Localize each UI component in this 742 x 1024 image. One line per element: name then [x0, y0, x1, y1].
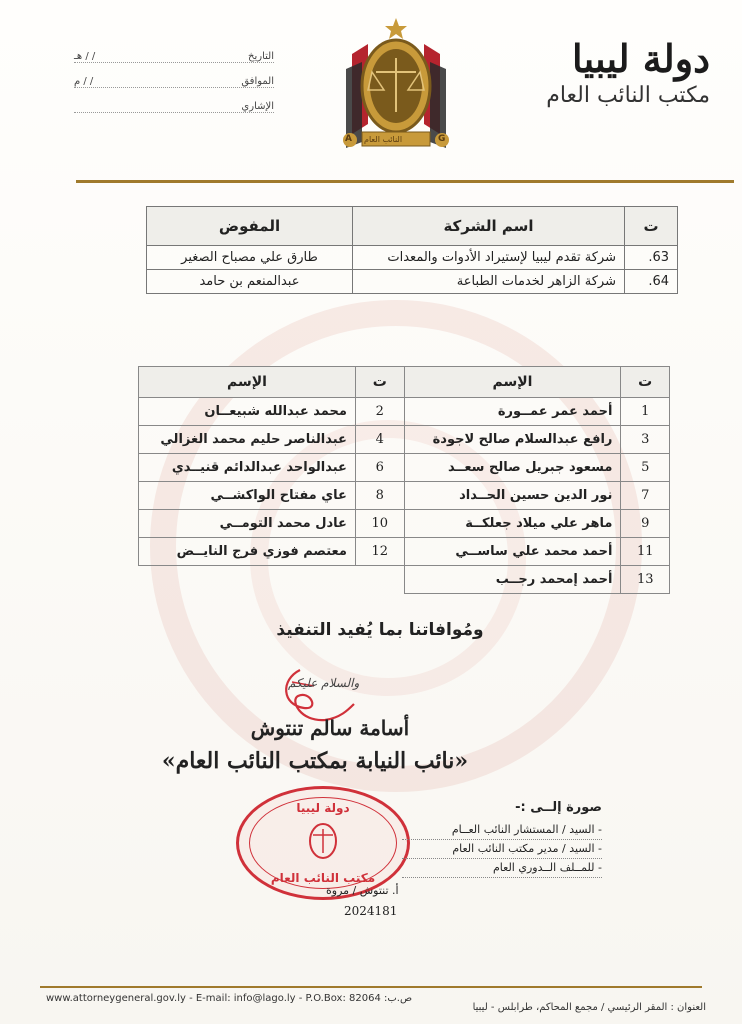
emblem-letter-left: A — [345, 134, 352, 144]
row-number: 9 — [621, 510, 670, 538]
person-name: عاي مفتاح الواكشــي — [139, 482, 356, 510]
col-num-header: ت — [625, 207, 678, 246]
row-number: 64. — [625, 270, 678, 294]
corresponding-date-field — [74, 71, 274, 88]
official-stamp — [236, 786, 410, 900]
company-name: شركة الزاهر لخدمات الطباعة — [353, 270, 625, 294]
row-number: 1 — [621, 398, 670, 426]
emblem-label: النائب العام — [364, 135, 403, 144]
person-name: عبدالناصر حليم محمد الغزالي — [139, 426, 356, 454]
col-num-header: ت — [355, 367, 404, 398]
col-representative-header: المفوض — [147, 207, 353, 246]
copies-list — [402, 800, 602, 878]
corresponding-label: الموافق — [241, 76, 274, 87]
table-row — [139, 566, 670, 594]
person-name — [139, 566, 356, 594]
row-number: 11 — [621, 538, 670, 566]
list-item: - السيد / مدير مكتب النائب العام — [402, 840, 602, 859]
emblem-letter-right: G — [438, 134, 446, 144]
letter-meta-fields — [74, 46, 274, 121]
table-row — [139, 398, 670, 426]
table-row — [139, 510, 670, 538]
company-name: شركة تقدم ليبيا لإستيراد الأدوات والمعدات — [353, 246, 625, 270]
row-number — [355, 566, 404, 594]
list-item: - للمــلف الــدوري العام — [402, 859, 602, 878]
row-number: 10 — [355, 510, 404, 538]
date-field — [74, 46, 274, 63]
companies-header-row — [147, 207, 678, 246]
names-header-row — [139, 367, 670, 398]
header-divider — [76, 180, 734, 183]
row-number: 2 — [355, 398, 404, 426]
stamp-top-text: دولة ليبيا — [296, 801, 350, 815]
table-row — [139, 482, 670, 510]
col-name-header: الإسم — [404, 367, 621, 398]
companies-table — [146, 206, 678, 294]
attorney-general-emblem-icon — [332, 14, 460, 154]
row-number: 8 — [355, 482, 404, 510]
letterhead-title — [546, 36, 710, 108]
row-number: 3 — [621, 426, 670, 454]
row-number: 13 — [621, 566, 670, 594]
row-number: 63. — [625, 246, 678, 270]
row-number: 4 — [355, 426, 404, 454]
row-number: 6 — [355, 454, 404, 482]
person-name: أحمد إمحمد رجــب — [404, 566, 621, 594]
person-name: عادل محمد التومــي — [139, 510, 356, 538]
person-name: مسعود جبريل صالح سعــد — [404, 454, 621, 482]
person-name: ماهر علي ميلاد جعلكــة — [404, 510, 621, 538]
reference-field — [74, 96, 274, 113]
row-number: 7 — [621, 482, 670, 510]
reference-initials: أ. تنتوش / مروة — [326, 884, 399, 897]
representative-name: عبدالمنعم بن حامد — [147, 270, 353, 294]
col-name-header: الإسم — [139, 367, 356, 398]
corresponding-value: / / م — [74, 76, 94, 87]
person-name: محمد عبدالله شبيعــان — [139, 398, 356, 426]
person-name: أحمد عمر عمــورة — [404, 398, 621, 426]
footer-contact: www.attorneygeneral.gov.ly - E-mail: info@lago.ly - P.O.Box: 82064 :ص.ب — [46, 993, 413, 1004]
person-name: أحمد محمد علي ساســي — [404, 538, 621, 566]
stamp-emblem-icon — [303, 821, 343, 861]
table-row — [139, 454, 670, 482]
copies-heading: صورة إلــى :- — [515, 800, 602, 815]
representative-name: طارق علي مصباح الصغير — [147, 246, 353, 270]
col-company-header: اسم الشركة — [353, 207, 625, 246]
footer-divider — [40, 986, 702, 988]
date-value: / / هـ — [74, 51, 96, 62]
closing-line: ومُوافاتنا بما يُفيد التنفيذ — [276, 620, 484, 640]
row-number: 5 — [621, 454, 670, 482]
person-name: عبدالواحد عبدالدائم قنيــدي — [139, 454, 356, 482]
stamp-bottom-text: مكتب النائب العام — [270, 871, 376, 885]
table-row — [147, 246, 678, 270]
state-name: دولة ليبيا — [571, 36, 710, 81]
reference-label: الإشاري — [241, 101, 274, 112]
list-item: - السيد / المستشار النائب العــام — [402, 821, 602, 840]
col-num-header: ت — [621, 367, 670, 398]
office-name: مكتب النائب العام — [546, 83, 710, 108]
greeting: والسلام عليكم — [288, 676, 360, 690]
table-row — [139, 538, 670, 566]
footer-address: العنوان : المقر الرئيسي / مجمع المحاكم، طرابلس - ليبيا — [472, 1002, 706, 1013]
person-name: نور الدين حسين الحــداد — [404, 482, 621, 510]
signer-title: «نائب النيابة بمكتب النائب العام» — [161, 748, 469, 774]
person-name: معتصم فوزي فرج النايــض — [139, 538, 356, 566]
signer-name: أسامة سالم تنتوش — [250, 716, 410, 740]
table-row — [147, 270, 678, 294]
person-name: رافع عبدالسلام صالح لاجودة — [404, 426, 621, 454]
date-label: التاريخ — [248, 51, 274, 62]
row-number: 12 — [355, 538, 404, 566]
table-row — [139, 426, 670, 454]
names-table — [138, 366, 670, 594]
reference-number: 2024181 — [344, 904, 398, 918]
